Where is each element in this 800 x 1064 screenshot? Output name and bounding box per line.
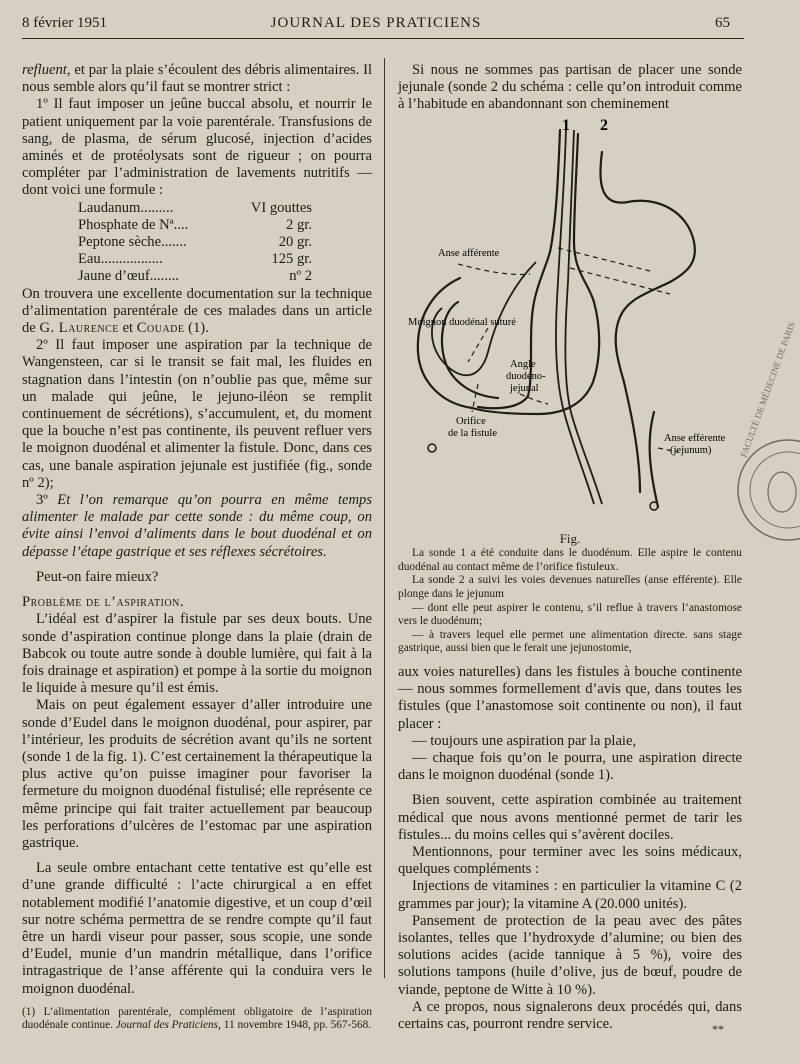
paragraph: aux voies naturelles) dans les fistules à bouche continente — nous sommes formellement d’avis que, dans toutes les fistules (que l’anastomose soit continente ou non), il faut placer : xyxy=(398,663,742,732)
paragraph: Peut-on faire mieux? xyxy=(36,568,159,585)
label-moignon: Moignon duodénal suturé xyxy=(408,317,516,328)
left-column xyxy=(22,62,372,1033)
svg-text:de la fistule: de la fistule xyxy=(448,428,497,439)
paragraph: Pansement de protection de la peau avec des pâtes isolantes, telles que l’hydroxyde d’alumine; ou bien des solutions acides (acide tannique à 5 %), voire des solutions tampons (huile d’olive, jus de bœuf, poudre de viande, peptone de Witte à 10 %). xyxy=(398,912,742,998)
probe-label-2: 2 xyxy=(600,117,608,134)
anatomy-figure xyxy=(388,112,768,532)
figure-label: Fig. xyxy=(559,531,581,546)
paragraph: Si nous ne sommes pas partisan de placer une sonde jejunale (sonde 2 du schéma : celle qu’on introduit comme à l’habitude en abandonnant son cheminement xyxy=(398,62,742,113)
probe-1-tip xyxy=(428,444,436,452)
paragraph: 1º Il faut imposer un jeûne buccal absolu, et nourrir le patient uniquement par la voie parentérale. Transfusions de sang, de plasma, de sérum glucosé, injection d’acides aminés et de protéolysats sont de rigueur ; on pourra compléter par l’administration de lavements nutritifs — dont voici une formule : xyxy=(22,96,372,199)
paragraph: 3º Et l’on remarque qu’on pourra en même temps alimenter le malade par cette sonde : du même coup, on évite ainsi l’envoi d’aliments dans le bout duodénal et on dépasse l’étape gastrique et ses réflexes sécrétoires. xyxy=(22,492,372,560)
header-page-number: 65 xyxy=(715,15,730,31)
paragraph: Mais on peut également essayer d’aller introduire une sonde d’Eudel dans le moignon duodénal, pour aspirer, par l’intérieur, les produits de sécrétion avant qu’ils ne sortent (sonde 1 de la fig. 1). C’est certainement la thérapeutique la plus active qu’on puisse imaginer pour favoriser la fermeture du moignon duodénal fistulisé; elle représente ce même principe qui fait traiter actuellement par beaucoup les perforations d’ulcères de l’estomac par une aspiration gastrique. xyxy=(22,697,372,851)
list-item: — toujours une aspiration par la plaie, xyxy=(412,732,637,749)
svg-text:duodéno-: duodéno- xyxy=(506,371,546,382)
figure-caption: La sonde 2 a suivi les voies devenues naturelles (anse efférente). Elle plonge dans le jejunum xyxy=(398,574,742,600)
label-orifice: Orifice xyxy=(456,416,486,427)
italic-word: refluent xyxy=(22,62,67,78)
stamp-text: FACULTÉ DE MÉDECINE DE PARIS xyxy=(738,320,797,459)
section-title: Problème de l’aspiration. xyxy=(22,594,184,611)
label-anse-afferente: Anse afférente xyxy=(438,248,500,259)
formula-row: Jaune d’œuf........ nº 2 xyxy=(78,268,312,285)
formula-row: Laudanum......... VI gouttes xyxy=(78,199,312,216)
running-header xyxy=(22,15,730,35)
svg-text:jejunal: jejunal xyxy=(510,383,539,394)
paragraph: Bien souvent, cette aspiration combinée au traitement médical que nous avons mentionné permet de tarir les fistules... du moins celles qui s’avèrent dociles. xyxy=(398,792,742,843)
formula-row: Eau................. 125 gr. xyxy=(78,251,312,268)
paragraph: La seule ombre entachant cette tentative est qu’elle est d’une grande difficulté : l’acte chirurgical a en effet notablement modifié l’anatomie digestive, et un coup d’œil sur notre schéma permettra de se rendre compte qu’il faut être un hardi viseur pour passer, sous scopie, une sonde d’Eudel, munie d’un mandrin métallique, dans l’orifice intragastrique de l’anse afférente qui la conduira vers le moignon duodénal. xyxy=(22,860,372,997)
paragraph: Mentionnons, pour terminer avec les soins médicaux, quelques compléments : xyxy=(398,843,742,878)
figure-caption: — à travers lequel elle permet une alimentation directe. sans stage gastrique, aussi bien que le ferait une jejunostomie, xyxy=(398,628,742,655)
enema-formula xyxy=(78,200,312,286)
paragraph: L’idéal est d’aspirer la fistule par ses deux bouts. Une sonde d’aspiration continue plonge dans la plaie (drain de Babcok ou toute autre sonde à double lumière, qui fait à la fois drainage et aspiration) et pompe à la sortie du moignon le liquide à mesure qu’il est émis. xyxy=(22,611,372,697)
end-mark: ** xyxy=(712,1022,724,1036)
jejunum-contour xyxy=(650,412,658,507)
formula-row: Peptone sèche....... 20 gr. xyxy=(78,234,312,251)
duodenum-loop xyxy=(418,278,472,408)
svg-text:(jejunum): (jejunum) xyxy=(670,445,712,456)
right-column-lower xyxy=(398,530,742,1033)
paragraph: Injections de vitamines : en particulier la vitamine C (2 grammes par jour); la vitamine A (20.000 unités). xyxy=(398,878,742,912)
figure-caption: — dont elle peut aspirer le contenu, s’il reflue à travers l’anastomose vers le duodénum; xyxy=(398,601,742,628)
formula-row: Phosphate de Nª.... 2 gr. xyxy=(78,216,312,233)
paragraph: refluent, et par la plaie s’écoulent des débris alimentaires. Il nous semble alors qu’il faut se montrer strict : xyxy=(22,62,372,96)
afferent-arrow xyxy=(458,264,530,275)
header-rule xyxy=(22,38,744,39)
probe-label-1: 1 xyxy=(562,117,570,134)
label-angle: Angle xyxy=(510,359,536,370)
stamp-portrait xyxy=(768,472,796,512)
author-name: Couade xyxy=(136,320,185,337)
figure-caption: La sonde 1 a été conduite dans le duodénum. Elle aspire le contenu duodénal au contact même de l’orifice fistuleux. xyxy=(398,547,742,573)
paragraph: 2º Il faut imposer une aspiration par la technique de Wangensteen, car si le transit se fait mal, les fluides en stagnation dans l’intestin (on n’oublie pas que, même sur un malade qui jeûne, le jejuno-iléon se remplit continuement de sécrétions), s’accumulent, et, du moment que la bouche n’est pas continente, ils peuvent refluer vers le moignon duodénal et alimenter la fistule. Donc, dans ces cas, une banale aspiration jejunale est justifiée (fig., sonde nº 2); xyxy=(22,337,372,491)
header-date: 8 février 1951 xyxy=(22,15,107,31)
label-anse-efferente: Anse efférente xyxy=(664,433,726,444)
moignon-arrow xyxy=(468,328,488,362)
footnote: (1) L’alimentation parentérale, complément obligatoire de l’aspiration duodénale continue. Journal des Praticiens, 11 novembre 1948, pp. 567-568. xyxy=(22,1005,372,1032)
list-item: — chaque fois qu’on le pourra, une aspiration directe dans le moignon duodénal (sonde 1). xyxy=(398,749,742,784)
right-column xyxy=(398,62,742,114)
author-name: G. Laurence xyxy=(39,320,119,337)
column-divider xyxy=(384,58,385,978)
header-journal-title: JOURNAL DES PRATICIENS xyxy=(270,15,482,31)
stamp-inner-ring xyxy=(750,452,800,528)
paragraph: A ce propos, nous signalerons deux procédés qui, dans certains cas, pourront rendre service. xyxy=(398,998,742,1033)
paragraph: On trouvera une excellente documentation sur la technique d’alimentation parentérale de ces malades dans un article de G. Laurence et Couade (1). xyxy=(22,285,372,337)
